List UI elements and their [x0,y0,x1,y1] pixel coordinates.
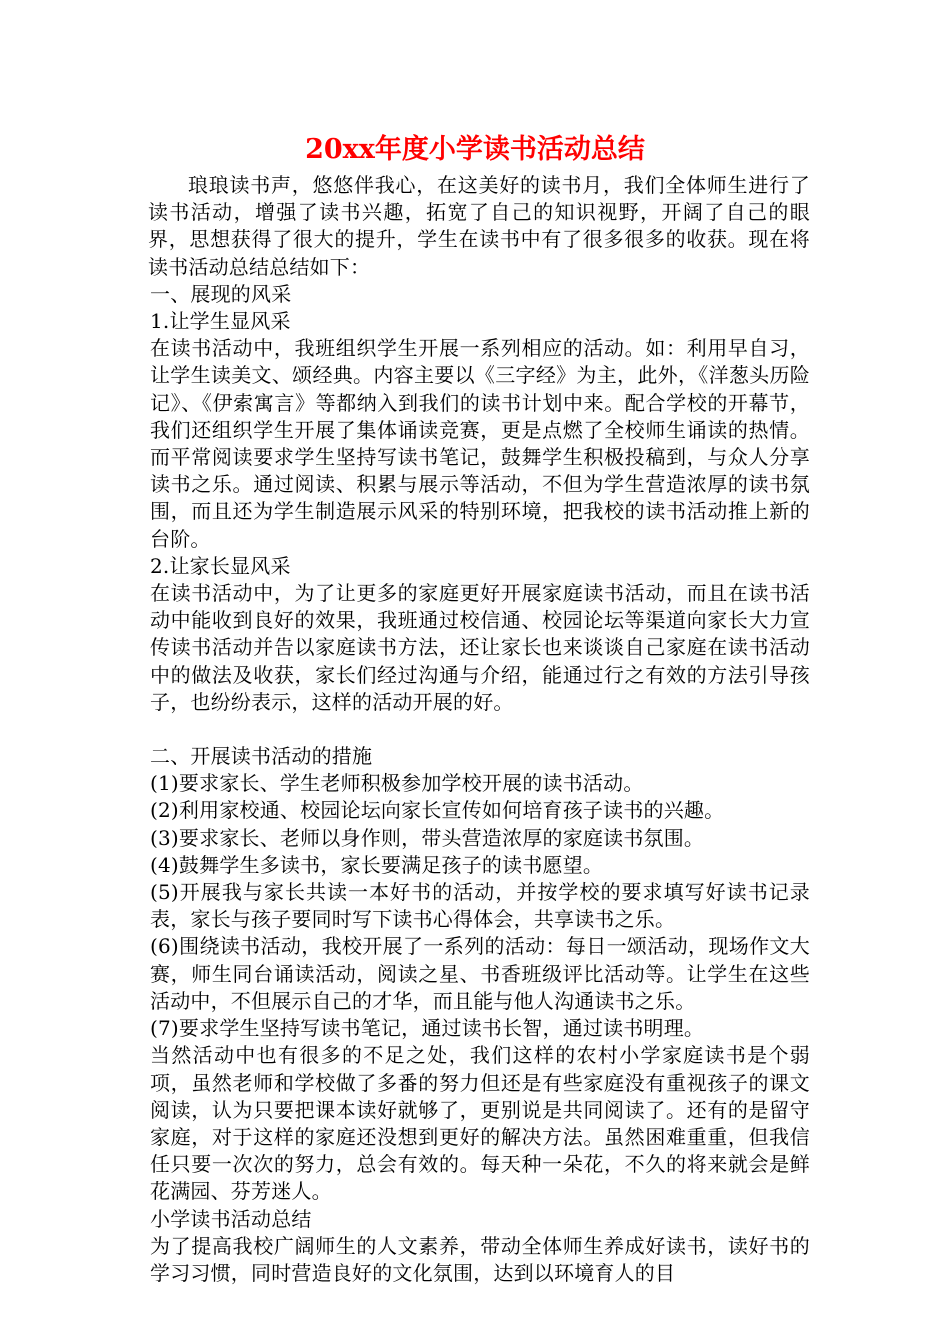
intro-paragraph: 琅琅读书声，悠悠伴我心，在这美好的读书月，我们全体师生进行了读书活动，增强了读书兴趣，拓宽了自己的知识视野，开阔了自己的眼界，思想获得了很大的提升，学生在读书中有了很多很多的收获。现在将读书活动总结总结如下： [148,173,810,279]
document-title: 20xx年度小学读书活动总结 [305,134,645,165]
second-title: 小学读书活动总结 [150,1206,312,1231]
reflection-paragraph: 当然活动中也有很多的不足之处，我们这样的农村小学家庭读书是个弱项，虽然老师和学校做了多番的努力但还是有些家庭没有重视孩子的课文阅读，认为只要把课本读好就够了，更别说是共同阅读了。还有的是留守家庭，对于这样的家庭还没想到更好的解决方法。虽然困难重重，但我信任只要一次次的努力，总会有效的。每天种一朵花，不久的将来就会是鲜花满园、芬芳迷人。 [150,1043,810,1204]
document-body [148,172,810,1287]
paragraph-spacer [148,716,810,743]
second-paragraph: 为了提高我校广阔师生的人文素养，带动全体师生养成好读书，读好书的学习习惯，同时营造良好的文化氛围，达到以环境育人的目 [150,1233,810,1285]
measure-item: (4)鼓舞学生多读书，家长要满足孩子的读书愿望。 [150,852,604,877]
measure-item: (2)利用家校通、校园论坛向家长宣传如何培育孩子读书的兴趣。 [150,798,725,823]
sub1-heading: 1.让学生显风采 [150,309,291,334]
measure-item: (1)要求家长、学生老师积极参加学校开展的读书活动。 [150,771,644,796]
measure-item: (3)要求家长、老师以身作则，带头营造浓厚的家庭读书氛围。 [150,825,705,850]
sub2-paragraph: 在读书活动中，为了让更多的家庭更好开展家庭读书活动，而且在读书活动中能收到良好的效果，我班通过校信通、校园论坛等渠道向家长大力宣传读书活动并告以家庭读书方法，还让家长也来谈谈自己家庭在读书活动中的做法及收获，家长们经过沟通与介绍，能通过行之有效的方法引导孩子，也纷纷表示，这样的活动开展的好。 [150,581,810,714]
measure-item: (6)围绕读书活动，我校开展了一系列的活动：每日一颂活动，现场作文大赛，师生同台诵读活动，阅读之星、书香班级评比活动等。让学生在这些活动中，不但展示自己的才华，而且能与他人沟通读书之乐。 [150,934,810,1013]
sub1-paragraph: 在读书活动中，我班组织学生开展一系列相应的活动。如：利用早自习，让学生读美文、颂经典。内容主要以《三字经》为主，此外，《洋葱头历险记》、《伊索寓言》等都纳入到我们的读书计划中来。配合学校的开幕节，我们还组织学生开展了集体诵读竞赛，更是点燃了全校师生诵读的热情。而平常阅读要求学生坚持写读书笔记，鼓舞学生积极投稿到，与众人分享读书之乐。通过阅读、积累与展示等活动，不但为学生营造浓厚的读书氛围，而且还为学生制造展示风采的特别环境，把我校的读书活动推上新的台阶。 [150,336,810,551]
measure-item: (7)要求学生坚持写读书笔记，通过读书长智，通过读书明理。 [150,1016,705,1041]
section2-heading: 二、开展读书活动的措施 [150,744,373,769]
measure-item: (5)开展我与家长共读一本好书的活动，并按学校的要求填写好读书记录表，家长与孩子要同时写下读书心得体会，共享读书之乐。 [150,880,810,932]
sub2-heading: 2.让家长显风采 [150,553,291,578]
section1-heading: 一、展现的风采 [150,281,292,306]
